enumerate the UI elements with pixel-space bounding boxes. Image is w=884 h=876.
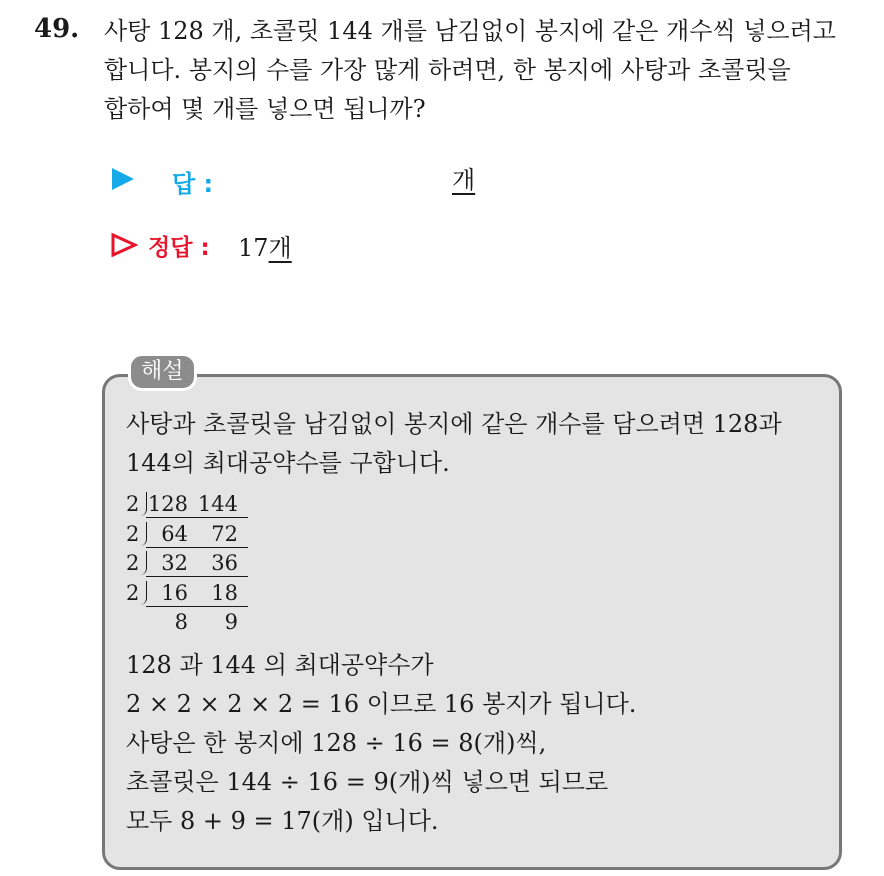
explanation-line: 사탕과 초콜릿을 남김없이 봉지에 같은 개수를 담으려면 128과 [126,410,782,438]
divisor: 2 [126,580,140,605]
dividend-a: 16 [161,580,188,605]
play-icon [112,168,134,190]
solution-row [110,226,710,266]
explanation-line: 초콜릿은 144 ÷ 16 = 9(개)씩 넣으면 되므로 [126,768,609,796]
divisor: 2 [126,521,140,546]
division-line [146,517,248,518]
dividend-b: 72 [211,521,238,546]
explanation-line: 144의 최대공약수를 구합니다. [126,449,450,477]
explanation-line: 모두 8 + 9 = 17(개) 입니다. [126,807,439,835]
quotient-b: 9 [224,610,238,634]
question-line: 사탕 128 개, 초콜릿 144 개를 남김없이 봉지에 같은 개수씩 넣으려고 [104,17,836,45]
answer-row [112,160,712,200]
dividend-b: 36 [211,551,238,575]
solution-number: 17 [238,234,269,262]
division-line [146,606,248,607]
answer-unit: 개 [452,166,476,194]
dividend-a: 32 [161,551,188,575]
solution-label: 정답 : [148,235,210,261]
division-line [146,547,248,548]
question-number: 49. [34,14,80,44]
dividend-b: 18 [211,580,238,605]
division-line [146,576,248,577]
dividend-b: 144 [197,492,238,516]
explanation-result [126,646,846,841]
explanation-line: 2 × 2 × 2 × 2 = 16 이므로 16 봉지가 됩니다. [126,690,637,718]
solution-unit: 개 [268,234,292,262]
explanation-intro [126,405,846,483]
dividend-a: 64 [161,521,188,546]
quotient-a: 8 [174,610,188,634]
question-line: 합니다. 봉지의 수를 가장 많게 하려면, 한 봉지에 사탕과 초콜릿을 [104,56,791,84]
solution-value [238,228,292,263]
answer-label: 답 : [172,170,214,198]
divisor: 2 [126,551,140,575]
explanation-line: 128 과 144 의 최대공약수가 [126,651,434,679]
question-line: 합하여 몇 개를 넣으면 됩니까? [104,95,426,123]
explanation-line: 사탕은 한 봉지에 128 ÷ 16 = 8(개)씩, [126,729,547,757]
question-text [104,12,874,129]
dividend-a: 128 [147,492,188,516]
divisor: 2 [126,492,140,516]
outline-play-icon [110,232,138,258]
explanation-tag: 해설 [128,353,197,391]
